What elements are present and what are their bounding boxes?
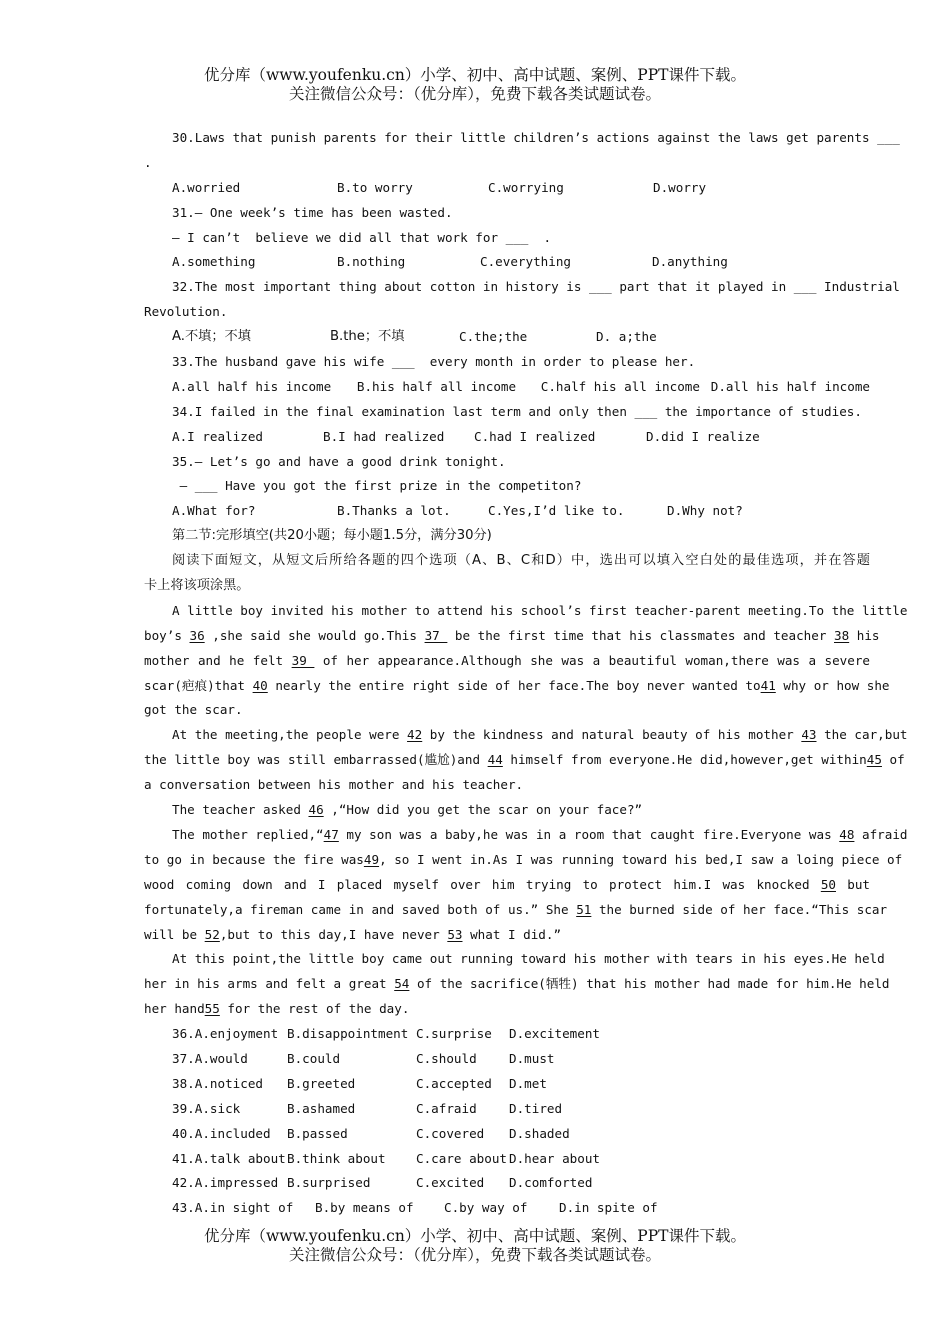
blank-44: 44 — [487, 752, 503, 768]
option-41-d[interactable]: D.hear about — [509, 1150, 600, 1166]
option-40-c[interactable]: C.covered — [416, 1125, 485, 1141]
q32-option-c[interactable]: C.the;the — [459, 329, 528, 345]
blank-52: 52 — [204, 926, 220, 942]
q31-options — [144, 250, 870, 275]
blank-51: 51 — [576, 901, 592, 917]
q30-option-c[interactable]: C.worrying — [488, 179, 564, 195]
footer-line-1: 优分库（www.youfenku.cn）小学、初中、高中试题、案例、PPT课件下载。 — [203, 1227, 747, 1245]
blank-38: 38 — [834, 627, 850, 643]
option-39-b[interactable]: B.ashamed — [287, 1100, 356, 1116]
q33-option-a[interactable]: A.all half his income — [172, 378, 332, 394]
passage-line: The mother replied,“47 my son was a baby,he was in a room that caught fire.Everyone was 48 afraid — [172, 826, 908, 842]
q33-option-d[interactable]: D.all his half income — [710, 378, 870, 394]
option-42-b[interactable]: B.surprised — [287, 1175, 371, 1191]
blank-55: 55 — [204, 1001, 220, 1017]
passage-line: will be 52,but to this day,I have never 53 what I did.” — [144, 926, 562, 942]
option-36-c[interactable]: C.surprise — [416, 1026, 492, 1042]
q33-option-b[interactable]: B.his half all income — [356, 378, 517, 394]
option-38-a[interactable]: 38.A.noticed — [172, 1075, 263, 1091]
passage-line: The teacher asked 46 ,“How did you get the scar on your face?” — [172, 802, 643, 818]
section-instruction: 阅读下面短文，从短文后所给各题的四个选项（A、B、C和D）中，选出可以填入空白处的最佳选项，并在答题 — [172, 553, 870, 569]
blank-50: 50 — [820, 876, 836, 892]
q30-option-a[interactable]: A.worried — [172, 179, 241, 195]
q33-option-c[interactable]: C.half his all income — [540, 378, 700, 394]
passage-line: wood coming down and I placed myself over him trying to protect him.I was knocked 50 but — [144, 876, 870, 892]
option-42-c[interactable]: C.excited — [416, 1175, 485, 1191]
option-39-d[interactable]: D.tired — [509, 1100, 563, 1116]
passage-line: fortunately,a fireman came in and saved both of us.” She 51 the burned side of her face.“This scar — [144, 901, 888, 917]
blank-39: 39_ — [291, 652, 315, 668]
passage-line: At this point,the little boy came out running toward his mother with tears in his eyes.He held — [172, 951, 885, 967]
page-footer — [0, 1227, 950, 1265]
blank-54: 54 — [394, 976, 410, 992]
q30-options — [144, 176, 870, 201]
q31-option-d[interactable]: D.anything — [652, 254, 728, 270]
options-row — [144, 1072, 870, 1097]
option-40-d[interactable]: D.shaded — [509, 1125, 570, 1141]
q35-option-a[interactable]: A.What for? — [172, 503, 256, 519]
option-36-b[interactable]: B.disappointment — [287, 1026, 409, 1042]
q34-options — [144, 425, 870, 450]
blank-41: 41 — [760, 677, 776, 693]
option-37-a[interactable]: 37.A.would — [172, 1050, 248, 1066]
q32-options — [144, 325, 870, 350]
q35-stem-reply: — ___ Have you got the first prize in the competiton? — [172, 478, 582, 494]
options-row — [144, 1171, 870, 1196]
option-41-a[interactable]: 41.A.talk about — [172, 1150, 286, 1166]
passage-line: mother and he felt 39_ of her appearance.Although she was a beautiful woman,there was a severe — [144, 652, 870, 668]
option-37-c[interactable]: C.should — [416, 1050, 477, 1066]
passage-line: got the scar. — [144, 702, 243, 718]
q31-stem: 31.— One week’s time has been wasted. — [172, 204, 453, 220]
q35-options — [144, 499, 870, 524]
q31-option-a[interactable]: A.something — [172, 254, 256, 270]
passage-line: to go in because the fire was49, so I went in.As I was running toward his bed,I saw a loing piece of — [144, 851, 903, 867]
page-header — [0, 66, 950, 104]
q35-option-c[interactable]: C.Yes,I’d like to. — [488, 503, 625, 519]
footer-line-2: 关注微信公众号：（优分库），免费下载各类试题试卷。 — [288, 1246, 661, 1264]
options-row — [144, 1122, 870, 1147]
option-43-c[interactable]: C.by way of — [444, 1200, 528, 1216]
option-43-a[interactable]: 43.A.in sight of — [172, 1200, 294, 1216]
passage-line: boy’s 36 ,she said she would go.This 37_ be the first time that his classmates and teacher 38 his — [144, 627, 880, 643]
q34-option-b[interactable]: B.I had realized — [323, 428, 445, 444]
blank-43: 43 — [801, 727, 817, 743]
blank-49: 49 — [363, 851, 380, 867]
q34-stem: 34.I failed in the final examination last term and only then ___ the importance of studies. — [172, 403, 862, 419]
options-row — [144, 1022, 870, 1047]
option-43-b[interactable]: B.by means of — [315, 1200, 414, 1216]
options-row — [144, 1147, 870, 1172]
q31-option-b[interactable]: B.nothing — [337, 254, 406, 270]
q32-stem-cont: Revolution. — [144, 304, 228, 320]
q30-option-b[interactable]: B.to worry — [337, 179, 413, 195]
q35-stem: 35.— Let’s go and have a good drink tonight. — [172, 453, 506, 469]
options-row — [144, 1097, 870, 1122]
passage-line: the little boy was still embarrassed(尴尬)and 44 himself from everyone.He did,however,get within45 of — [144, 752, 905, 768]
q30-stem-cont: . — [144, 154, 152, 170]
option-40-b[interactable]: B.passed — [287, 1125, 348, 1141]
header-line-2: 关注微信公众号：（优分库），免费下载各类试题试卷。 — [288, 85, 661, 103]
passage-line: her hand55 for the rest of the day. — [144, 1001, 410, 1017]
option-38-d[interactable]: D.met — [509, 1075, 547, 1091]
q32-stem: 32.The most important thing about cotton in history is ___ part that it played in ___ Industrial — [172, 279, 900, 295]
passage-line: a conversation between his mother and his teacher. — [144, 777, 524, 793]
option-38-b[interactable]: B.greeted — [287, 1075, 356, 1091]
q32-option-d[interactable]: D. a;the — [596, 329, 657, 345]
blank-53: 53 — [447, 926, 463, 942]
option-42-d[interactable]: D.comforted — [509, 1175, 593, 1191]
option-38-c[interactable]: C.accepted — [416, 1075, 492, 1091]
blank-45: 45 — [866, 752, 882, 768]
passage-line: scar(疤痕)that 40 nearly the entire right side of her face.The boy never wanted to41 why or how she — [144, 677, 890, 693]
q33-options — [144, 375, 870, 400]
section-instruction-cont: 卡上将该项涂黑。 — [144, 578, 250, 594]
option-39-a[interactable]: 39.A.sick — [172, 1100, 241, 1116]
option-37-b[interactable]: B.could — [287, 1050, 341, 1066]
blank-48: 48 — [839, 826, 855, 842]
option-43-d[interactable]: D.in spite of — [559, 1200, 658, 1216]
option-40-a[interactable]: 40.A.included — [172, 1125, 271, 1141]
blank-46: 46 — [308, 802, 324, 818]
option-41-b[interactable]: B.think about — [287, 1150, 386, 1166]
q31-option-c[interactable]: C.everything — [480, 254, 571, 270]
blank-37: 37_ — [424, 627, 448, 643]
q35-option-d[interactable]: D.Why not? — [667, 503, 743, 519]
option-37-d[interactable]: D.must — [509, 1050, 555, 1066]
section-title: 第二节:完形填空(共20小题；每小题1.5分，满分30分) — [172, 528, 492, 544]
option-36-a[interactable]: 36.A.enjoyment — [172, 1026, 279, 1042]
passage-line: At the meeting,the people were 42 by the kindness and natural beauty of his mother 43 the car,but — [172, 727, 908, 743]
options-row — [144, 1196, 870, 1221]
q30-option-d[interactable]: D.worry — [653, 179, 707, 195]
q35-option-b[interactable]: B.Thanks a lot. — [337, 503, 451, 519]
options-row — [144, 1047, 870, 1072]
blank-36: 36 — [189, 627, 205, 643]
q32-option-b[interactable]: B.the；不填 — [330, 329, 405, 345]
q33-stem: 33.The husband gave his wife ___ every month in order to please her. — [172, 354, 696, 370]
passage-line: A little boy invited his mother to attend his school’s first teacher-parent meeting.To the little — [172, 602, 908, 618]
option-36-d[interactable]: D.excitement — [509, 1026, 600, 1042]
q32-option-a[interactable]: A.不填；不填 — [172, 329, 251, 345]
q34-option-d[interactable]: D.did I realize — [646, 428, 760, 444]
blank-47: 47 — [323, 826, 339, 842]
blank-40: 40 — [252, 677, 268, 693]
option-42-a[interactable]: 42.A.impressed — [172, 1175, 279, 1191]
q34-option-a[interactable]: A.I realized — [172, 428, 263, 444]
exam-content — [144, 126, 908, 1221]
q31-stem-reply: — I can’t believe we did all that work for ___ . — [172, 229, 552, 245]
q30-stem: 30.Laws that punish parents for their little children’s actions against the laws get parents ___ — [172, 130, 900, 145]
option-39-c[interactable]: C.afraid — [416, 1100, 477, 1116]
q34-option-c[interactable]: C.had I realized — [474, 428, 596, 444]
option-41-c[interactable]: C.care about — [416, 1150, 507, 1166]
blank-42: 42 — [407, 727, 423, 743]
passage-line: her in his arms and felt a great 54 of the sacrifice(牺牲) that his mother had made for him.He held — [144, 976, 890, 992]
header-line-1: 优分库（www.youfenku.cn）小学、初中、高中试题、案例、PPT课件下载。 — [203, 66, 747, 84]
